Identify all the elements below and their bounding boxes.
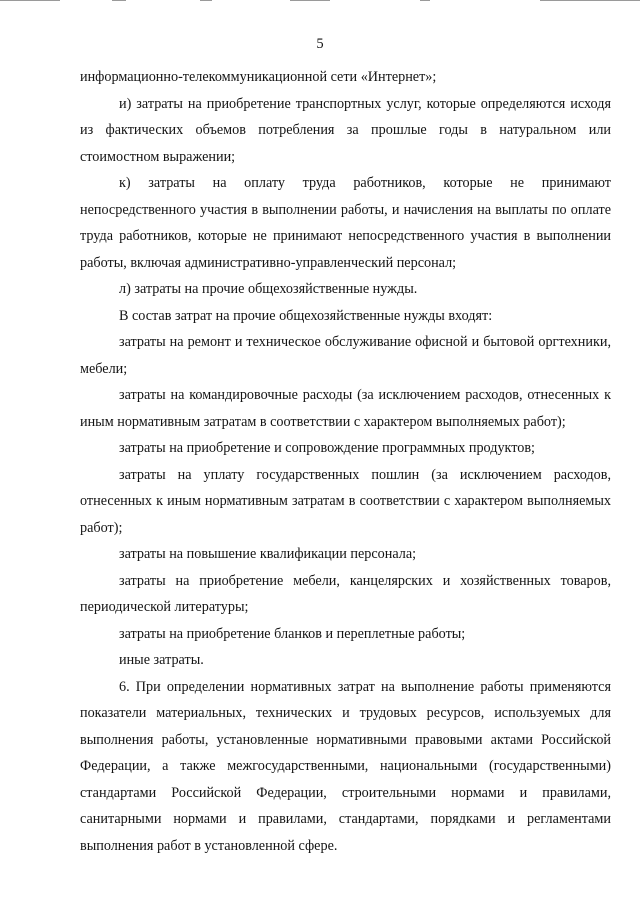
paragraph-furniture-costs: затраты на приобретение мебели, канцелярских и хозяйственных товаров, периодической литературы; xyxy=(80,572,611,615)
page-number: 5 xyxy=(316,36,324,52)
paragraph-item-l: л) затраты на прочие общехозяйственные нужды. xyxy=(119,281,418,297)
paragraph-item-i: и) затраты на приобретение транспортных услуг, которые определяются исходя из фактических объемов потребления за прошлые годы в натуральном или стоимостном выражении; xyxy=(80,95,611,165)
paragraph-other-costs: иные затраты. xyxy=(119,652,204,668)
paragraph-item-k: к) затраты на оплату труда работников, которые не принимают непосредственного участия в выполнении работы, и начисления на выплаты по оплате труда работников, которые не принимают непосредственного участия в выполнении работы, включая административно-управленческий персонал; xyxy=(80,175,611,271)
document-body xyxy=(80,64,611,859)
paragraph-training-costs: затраты на повышение квалификации персонала; xyxy=(119,546,417,562)
paragraph-forms-costs: затраты на приобретение бланков и переплетные работы; xyxy=(119,625,466,642)
scan-top-edge xyxy=(0,0,640,4)
paragraph-repair-costs: затраты на ремонт и техническое обслуживание офисной и бытовой оргтехники, мебели; xyxy=(80,334,611,377)
paragraph-travel-costs: затраты на командировочные расходы (за исключением расходов, отнесенных к иным нормативным затратам в соответствии с характером выполняемых работ); xyxy=(80,387,611,430)
paragraph-continuation: информационно-телекоммуникационной сети «Интернет»; xyxy=(80,69,437,85)
paragraph-state-fees: затраты на уплату государственных пошлин (за исключением расходов, отнесенных к иным нормативным затратам в соответствии с характером выполняемых работ); xyxy=(80,466,611,536)
paragraph-section-6: 6. При определении нормативных затрат на выполнение работы применяются показатели материальных, технических и трудовых ресурсов, используемых для выполнения работы, установленные нормативными правовыми актами Российской Федерации, а также межгосударственными, национальными (государственными) стандартами Российской Федерации, строительными нормами и правилами, санитарными нормами и правилами, стандартами, порядками и регламентами выполнения работ в установленной сфере. xyxy=(80,678,611,854)
paragraph-software-costs: затраты на приобретение и сопровождение программных продуктов; xyxy=(119,440,536,456)
paragraph-general-costs-intro: В состав затрат на прочие общехозяйственные нужды входят: xyxy=(119,307,493,324)
